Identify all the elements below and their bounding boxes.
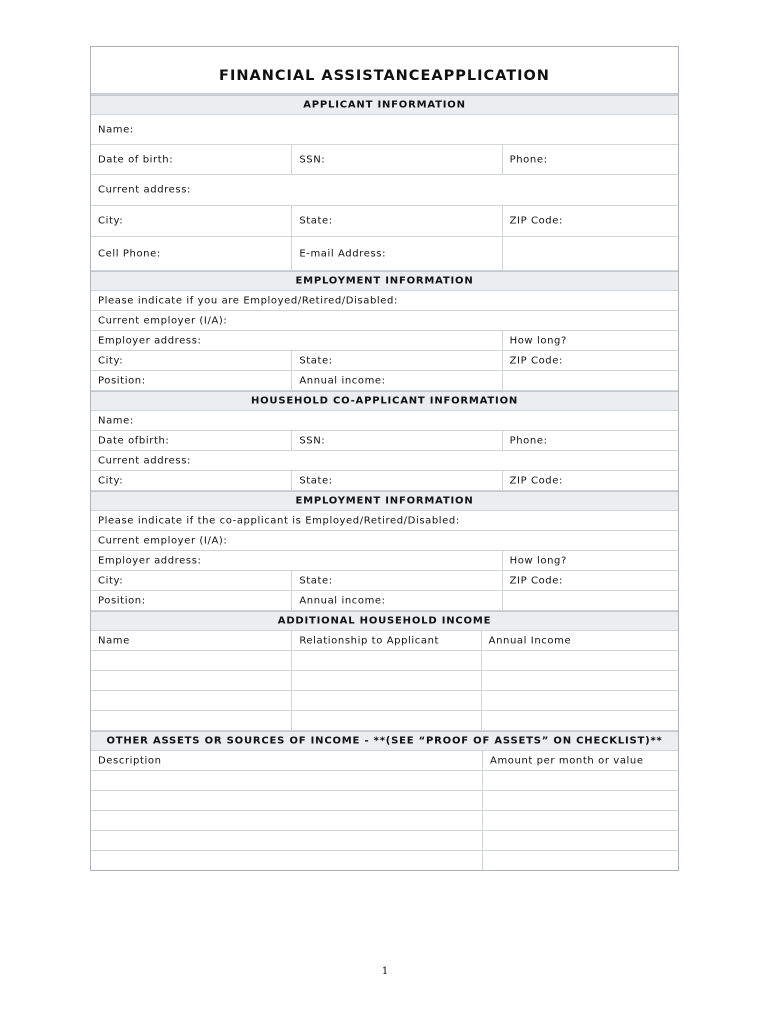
current-employer-field[interactable]: Current employer (I/A):: [98, 315, 228, 326]
table-header-row: [91, 750, 678, 770]
form-row: [91, 290, 678, 310]
position-field[interactable]: Position:: [98, 375, 146, 386]
household-income-header: ADDITIONAL HOUSEHOLD INCOME: [91, 611, 678, 630]
applicant-zip-field[interactable]: ZIP Code:: [502, 206, 678, 236]
table-row: [91, 770, 678, 790]
applicant-address-field[interactable]: Current address:: [98, 184, 191, 196]
employer-address-field[interactable]: Employer address:: [98, 335, 202, 346]
applicant-ssn-field[interactable]: SSN:: [291, 145, 501, 174]
table-cell[interactable]: [91, 651, 291, 670]
form-row: [91, 530, 678, 550]
table-cell[interactable]: [482, 831, 678, 850]
coapplicant-address-field[interactable]: Current address:: [98, 455, 191, 466]
table-row: [91, 670, 678, 690]
col-description-header: Description: [98, 755, 162, 766]
table-cell[interactable]: [291, 671, 480, 690]
co-how-long-field[interactable]: How long?: [502, 551, 678, 570]
form-row: [91, 114, 678, 144]
applicant-state-field[interactable]: State:: [291, 206, 501, 236]
co-employer-city-field[interactable]: City:: [98, 575, 124, 586]
form-row: [91, 144, 678, 174]
table-cell[interactable]: [91, 671, 291, 690]
co-current-employer-field[interactable]: Current employer (I/A):: [98, 535, 228, 546]
form-row: [91, 570, 678, 590]
col-annual-income-header: Annual Income: [481, 631, 678, 650]
table-row: [91, 830, 678, 850]
section-header-row: [91, 94, 678, 114]
table-cell[interactable]: [91, 691, 291, 710]
coapplicant-state-field[interactable]: State:: [291, 471, 501, 490]
form-row: [91, 236, 678, 270]
coapplicant-zip-field[interactable]: ZIP Code:: [502, 471, 678, 490]
section-header-row: [91, 390, 678, 410]
coapplicant-dob-field[interactable]: Date ofbirth:: [98, 435, 170, 446]
form-row: [91, 590, 678, 610]
co-employment-status-field[interactable]: Please indicate if the co-applicant is Employed/Retired/Disabled:: [98, 515, 460, 526]
co-employer-state-field[interactable]: State:: [291, 571, 501, 590]
table-cell[interactable]: [291, 691, 480, 710]
form-row: [91, 430, 678, 450]
applicant-dob-field[interactable]: Date of birth:: [98, 154, 174, 165]
table-cell[interactable]: [481, 711, 678, 730]
coapplicant-info-header: HOUSEHOLD CO-APPLICANT INFORMATION: [91, 391, 678, 410]
table-row: [91, 710, 678, 730]
applicant-city-field[interactable]: City:: [98, 215, 124, 227]
applicant-info-header: APPLICANT INFORMATION: [91, 95, 678, 114]
form-row: [91, 470, 678, 490]
section-header-row: [91, 730, 678, 750]
table-cell[interactable]: [91, 791, 482, 810]
applicant-name-field[interactable]: Name:: [98, 124, 134, 135]
form-row: [91, 310, 678, 330]
employer-state-field[interactable]: State:: [291, 351, 501, 370]
col-name-header: Name: [98, 635, 130, 646]
coapplicant-phone-field[interactable]: Phone:: [502, 431, 678, 450]
co-employer-zip-field[interactable]: ZIP Code:: [502, 571, 678, 590]
applicant-cell-phone-field[interactable]: Cell Phone:: [98, 248, 161, 259]
employment-status-field[interactable]: Please indicate if you are Employed/Retired/Disabled:: [98, 295, 398, 306]
applicant-email-field[interactable]: E-mail Address:: [291, 237, 501, 270]
table-row: [91, 790, 678, 810]
table-cell[interactable]: [91, 851, 482, 870]
form-row: [91, 370, 678, 390]
co-position-field[interactable]: Position:: [98, 595, 146, 606]
col-amount-header: Amount per month or value: [482, 751, 678, 770]
form-row: [91, 350, 678, 370]
section-header-row: [91, 490, 678, 510]
coapplicant-ssn-field[interactable]: SSN:: [291, 431, 501, 450]
form-row: [91, 510, 678, 530]
table-cell[interactable]: [482, 851, 678, 870]
form-row: [91, 174, 678, 205]
form-row: [91, 550, 678, 570]
table-cell[interactable]: [482, 771, 678, 790]
col-relationship-header: Relationship to Applicant: [291, 631, 480, 650]
financial-assistance-form: [90, 46, 679, 871]
applicant-phone-field[interactable]: Phone:: [502, 145, 678, 174]
table-cell[interactable]: [291, 651, 480, 670]
table-row: [91, 810, 678, 830]
form-title-box: [91, 47, 678, 94]
table-cell[interactable]: [91, 711, 291, 730]
co-employment-info-header: EMPLOYMENT INFORMATION: [91, 491, 678, 510]
table-cell[interactable]: [481, 651, 678, 670]
table-row: [91, 650, 678, 670]
coapplicant-name-field[interactable]: Name:: [98, 415, 134, 426]
co-annual-income-field[interactable]: Annual income:: [291, 591, 501, 610]
table-row: [91, 690, 678, 710]
table-cell[interactable]: [481, 691, 678, 710]
form-row: [91, 410, 678, 430]
employment-info-header: EMPLOYMENT INFORMATION: [91, 271, 678, 290]
table-cell[interactable]: [481, 671, 678, 690]
form-row: [91, 450, 678, 470]
empty-cell: [502, 591, 678, 610]
table-row: [91, 850, 678, 870]
employer-city-field[interactable]: City:: [98, 355, 124, 366]
page-number: 1: [381, 966, 389, 977]
co-employer-address-field[interactable]: Employer address:: [98, 555, 202, 566]
table-cell[interactable]: [91, 831, 482, 850]
coapplicant-city-field[interactable]: City:: [98, 475, 124, 486]
employer-zip-field[interactable]: ZIP Code:: [502, 351, 678, 370]
table-cell[interactable]: [291, 711, 480, 730]
how-long-field[interactable]: How long?: [502, 331, 678, 350]
section-header-row: [91, 270, 678, 290]
form-title: FINANCIAL ASSISTANCEAPPLICATION: [219, 68, 550, 84]
table-cell[interactable]: [91, 771, 482, 790]
form-row: [91, 205, 678, 236]
other-assets-header: OTHER ASSETS OR SOURCES OF INCOME - **(SEE “PROOF OF ASSETS” ON CHECKLIST)**: [91, 731, 678, 750]
empty-cell: [502, 237, 678, 270]
empty-cell: [502, 371, 678, 390]
table-cell[interactable]: [91, 811, 482, 830]
table-cell[interactable]: [482, 811, 678, 830]
section-header-row: [91, 610, 678, 630]
form-row: [91, 330, 678, 350]
annual-income-field[interactable]: Annual income:: [291, 371, 501, 390]
table-header-row: [91, 630, 678, 650]
table-cell[interactable]: [482, 791, 678, 810]
